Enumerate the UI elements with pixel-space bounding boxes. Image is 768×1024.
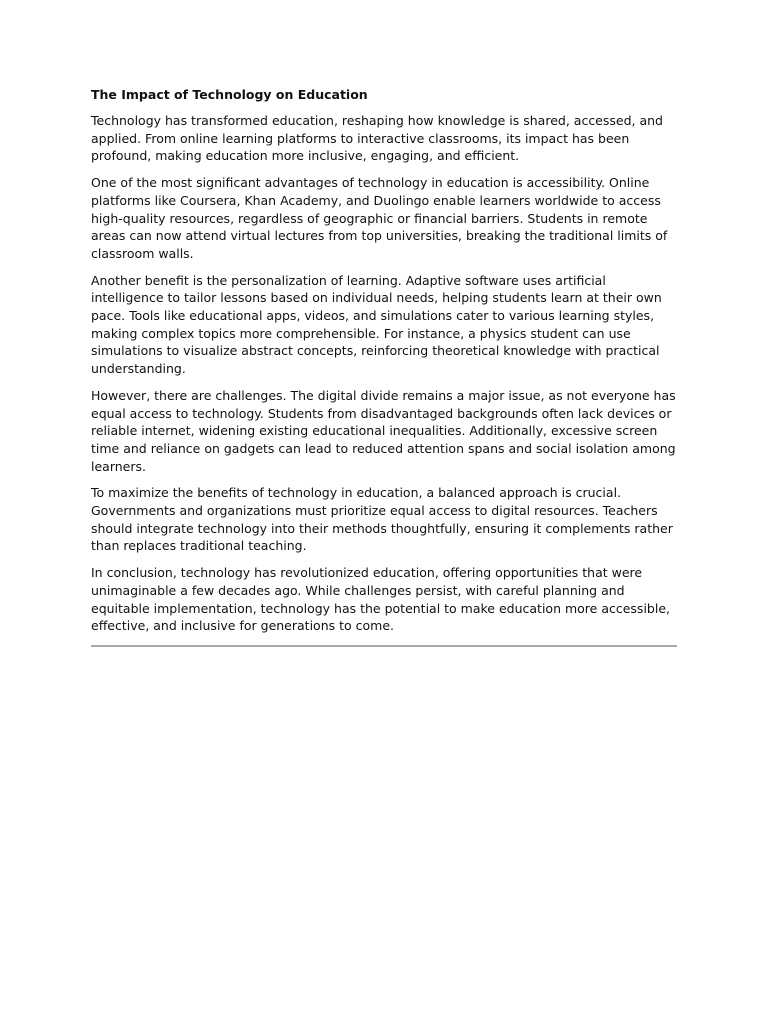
paragraph-conclusion: In conclusion, technology has revolutionized education, offering opportunities that were unimaginable a few decades ago. While challenges persist, with careful planning and equitable implementation, technology has the potential to make education more accessible, effective, and inclusive for generations to come. (91, 565, 670, 634)
horizontal-divider (91, 645, 677, 647)
paragraph-balanced-approach: To maximize the benefits of technology in education, a balanced approach is crucial. Governments and organizations must prioritize equal access to digital resources. Teachers should integrate technology into their methods thoughtfully, ensuring it complements rather than replaces traditional teaching. (91, 485, 673, 554)
paragraph-challenges: However, there are challenges. The digital divide remains a major issue, as not everyone has equal access to technology. Students from disadvantaged backgrounds often lack devices or reliable internet, widening existing educational inequalities. Additionally, excessive screen time and reliance on gadgets can lead to reduced attention spans and social isolation among learners. (91, 387, 676, 474)
document-page (91, 86, 677, 647)
paragraph-accessibility: One of the most significant advantages of technology in education is accessibility. Online platforms like Coursera, Khan Academy, and Duolingo enable learners worldwide to access high-quality resources, regardless of geographic or financial barriers. Students in remote areas can now attend virtual lectures from top universities, breaking the traditional limits of classroom walls. (91, 175, 668, 261)
document-title: The Impact of Technology on Education (91, 87, 368, 102)
paragraph-introduction: Technology has transformed education, reshaping how knowledge is shared, accessed, and applied. From online learning platforms to interactive classrooms, its impact has been profound, making education more inclusive, engaging, and efficient. (91, 113, 663, 164)
paragraph-personalization: Another benefit is the personalization of learning. Adaptive software uses artificial intelligence to tailor lessons based on individual needs, helping students learn at their own pace. Tools like educational apps, videos, and simulations cater to various learning styles, making complex topics more comprehensible. For instance, a physics student can use simulations to visualize abstract concepts, reinforcing theoretical knowledge with practical understanding. (91, 272, 662, 377)
